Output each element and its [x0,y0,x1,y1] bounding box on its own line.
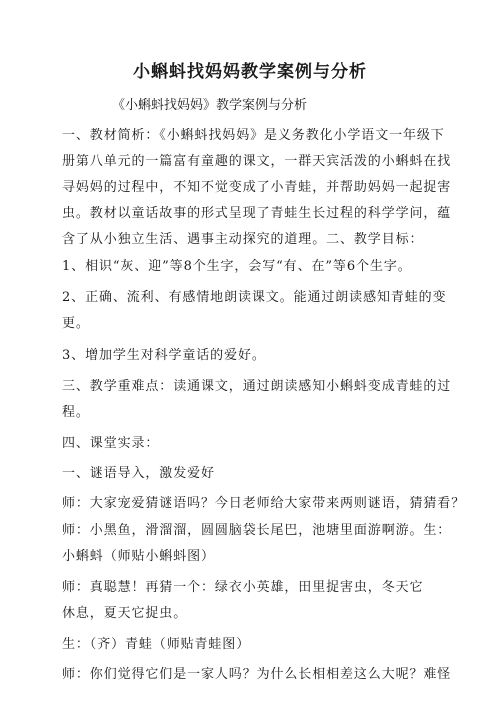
body-line: 一、谜语导入，激发爱好 [62,466,215,481]
body-line: 寻妈妈的过程中，不知不觉变成了小青蛙，并帮助妈妈一起捉害 [62,180,452,195]
body-line: 一、教材简析：《小蝌蚪找妈妈》是义务教化小学语文一年级下 [62,128,445,143]
body-line: 休息，夏天它捉虫。 [62,606,188,621]
body-line: 3、增加学生对科学童话的爱好。 [62,348,266,363]
body-line: 四、课堂实录： [62,436,160,451]
body-line: 师：小黑鱼，滑溜溜，圆圆脑袋长尾巴，池塘里面游啊游。生： [62,523,452,538]
body-line: 虫。教材以童话故事的形式呈现了青蛙生长过程的科学学问，蕴 [62,206,452,221]
body-line: 1、相识“灰、迎”等8个生字，会写“有、在”等6个生字。 [62,259,412,274]
body-line: 师：你们觉得它们是一家人吗？为什么长相相差这么大呢？难怪 [62,667,452,682]
body-line: 生：（齐）青蛙（师贴青蛙图） [62,637,251,652]
body-line: 师：大家宠爱猜谜语吗？今日老师给大家带来两则谜语，猜猜看？ [62,496,466,511]
document-subtitle: 《小蝌蚪找妈妈》教学案例与分析 [112,98,308,113]
body-line: 更。 [62,316,90,331]
document-title: 小蝌蚪找妈妈教学案例与分析 [133,62,367,82]
body-line: 2、正确、流利、有感情地朗读课文。能通过朗读感知青蛙的变 [62,290,447,305]
body-line: 程。 [62,405,90,420]
body-line: 师：真聪慧！再猜一个：绿衣小英雄，田里捉害虫，冬天它 [62,580,424,595]
body-line: 册第八单元的一篇富有童趣的课文，一群天宾活泼的小蝌蚪在找 [62,154,452,169]
body-line: 三、教学重难点：读通课文，通过朗读感知小蝌蚪变成青蛙的过 [62,379,452,394]
body-line: 含了从小独立生活、遇事主动探究的道理。二、教学目标： [62,232,424,247]
body-line: 小蝌蚪（师贴小蝌蚪图） [62,549,215,564]
